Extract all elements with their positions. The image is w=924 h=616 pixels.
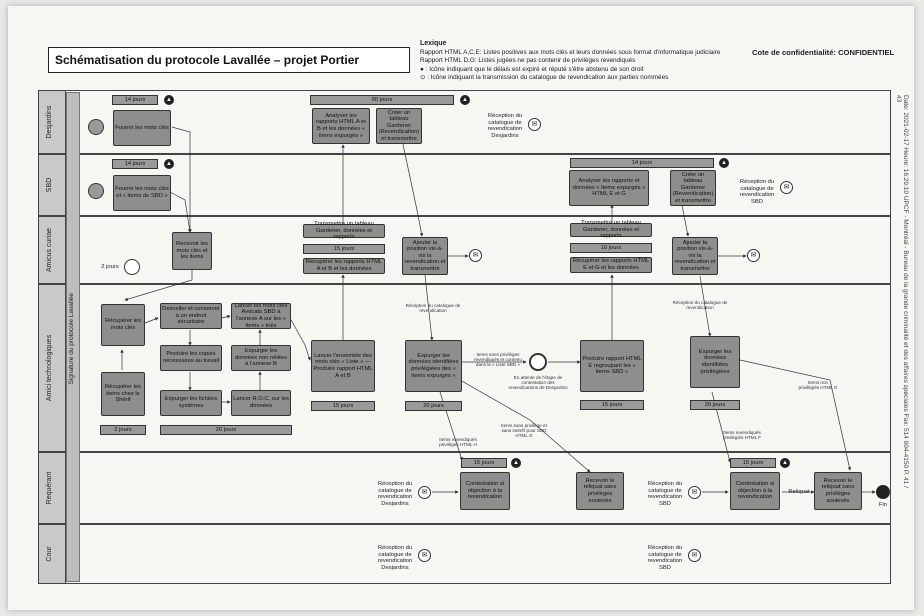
task-box: Recevoir les mots clés et les items xyxy=(172,232,212,270)
task-box: Produire rapport HTML E regroupant les « items SBD » xyxy=(580,340,644,392)
delay-label: 2 jours xyxy=(101,264,119,270)
task-box: Analyser les rapports et données « items expurgés » HTML E et G xyxy=(569,170,649,206)
reception-label: Réception du catalogue de revendication SBD xyxy=(647,545,683,571)
mail-icon: ✉ xyxy=(747,249,760,262)
delay-bar: 15 jours xyxy=(580,400,644,410)
task-box: Expurger les fichiers systèmes xyxy=(160,390,222,416)
delay-bar: 14 jours xyxy=(570,158,714,168)
legend-line-3-text: : Icône indiquant que le délais est expiré et réputé s'être abstenu de son droit xyxy=(425,65,644,73)
delay-bar: 15 jours xyxy=(730,458,776,468)
timer-icon xyxy=(124,259,140,275)
task-box: Transmettre un tableau Gardener, données et rapports xyxy=(570,223,652,237)
flow-note: Items revendiqués privilégiés HTML F xyxy=(722,430,762,441)
mail-icon: ✉ xyxy=(688,486,701,499)
reception-label: Réception du catalogue de revendication Desjardins xyxy=(377,481,413,507)
expired-icon: ▲ xyxy=(164,159,174,169)
arrow xyxy=(222,316,230,318)
mail-icon: ✉ xyxy=(780,181,793,194)
reception-label: Réception du catalogue de revendication SBD xyxy=(739,179,775,205)
task-box: Récupérer les rapports HTML E et G et les données xyxy=(570,257,652,273)
mail-icon: ✉ xyxy=(469,249,482,262)
flow-note: Reliquat xyxy=(788,489,810,495)
reception-label: Réception du catalogue de revendication SBD xyxy=(647,481,683,507)
reception-label: Réception du catalogue de revendication xyxy=(405,303,461,314)
expired-icon: ▲ xyxy=(511,458,521,468)
expired-icon: ▲ xyxy=(460,95,470,105)
flow-note: Items sans privilège et sans intérêt pour SBD HTML G xyxy=(501,423,547,439)
task-box: Ajouter la position vis-à-vis la revendication et transmettre xyxy=(402,237,448,275)
start-event xyxy=(88,183,104,199)
arrow xyxy=(400,130,422,236)
delay-bar: 10 jours xyxy=(570,243,652,253)
expired-icon: ▲ xyxy=(164,95,174,105)
transmit-icon: ⊙ xyxy=(420,74,426,82)
reception-label: Réception du catalogue de revendication xyxy=(672,300,728,311)
task-box: Lancer R.O.C. sur les données xyxy=(231,390,291,416)
delay-bar: 20 jours xyxy=(160,425,292,435)
task-box: Contestation si objection à la revendication xyxy=(460,472,510,510)
task-box: Créer un tableau Gardener (Revendication) et transmettre xyxy=(670,170,716,206)
legend-line-4-text: : Icône indiquant la transmission du catalogue de revendication aux parties nommées xyxy=(427,74,669,82)
lane-label: SBD xyxy=(46,177,53,193)
task-box: Transmettre un tableau Gardener, données et rapports xyxy=(303,224,385,238)
lane-label: Cour xyxy=(46,546,53,562)
start-event xyxy=(88,119,104,135)
task-box: Analyser les rapports HTML A et B et les données « items expurgés » xyxy=(312,108,370,144)
legend-line-2: Rapport HTML D,G: Listes jugées ne pas contenir de privilèges revendiqués xyxy=(420,57,636,65)
lane-label: Amicus curiae xyxy=(46,228,53,272)
flow-note: Items non privilégiés HTML G xyxy=(798,380,838,391)
database-icon xyxy=(529,353,547,371)
task-box: Produire les copies nécessaires au travail xyxy=(160,345,222,371)
task-box: Desceller et conserver à un endroit sécuritaire xyxy=(160,303,222,329)
expired-icon: ▲ xyxy=(719,158,729,168)
task-box: Recevoir le reliquat sans privilèges soulevés xyxy=(576,472,624,510)
lane-label: Amici technologiques xyxy=(46,334,53,402)
task-box: Expurger les données identifiées privilégiées des « items expurgés » xyxy=(405,340,462,392)
arrow xyxy=(740,360,850,470)
task-box: Fournir les mots clés xyxy=(113,110,171,146)
task-box: Expurger les données identifiées privilégiées xyxy=(690,336,740,388)
delay-bar: 15 jours xyxy=(303,244,385,254)
fax-header: Date: 2021-02-17 Heure: 16:29:10 UPCF - Montréal - Bureau de la grande criminalité et des affaires spéciales Fax: 514 904-4150 P. 41 / 43 xyxy=(895,95,909,488)
reception-label: Réception du catalogue de revendication Desjardins xyxy=(377,545,413,571)
task-box: Récupérer les rapports HTML A et B et les données xyxy=(303,258,385,274)
task-box: Lancer les mots clés Avocats SBD à l'annexe A sur les « items » triés xyxy=(231,303,291,329)
flow-note: Items revendiqués privilèges HTML H xyxy=(439,437,477,448)
mail-icon: ✉ xyxy=(528,118,541,131)
legend-heading: Lexique xyxy=(420,40,447,47)
task-box: Récupérer les mots clés xyxy=(101,304,145,346)
expired-icon: ▲ xyxy=(780,458,790,468)
arrow xyxy=(170,192,190,232)
delay-bar: 2 jours xyxy=(100,425,146,435)
delay-bar: 20 jours xyxy=(690,400,740,410)
delay-bar: 20 jours xyxy=(405,401,462,411)
confidentiality-label: Cote de confidentialité: CONFIDENTIEL xyxy=(752,48,895,57)
task-box: Contestation si objection à la revendication xyxy=(730,472,780,510)
mail-icon: ✉ xyxy=(418,486,431,499)
task-box: Récupérer les items chez le Shérif xyxy=(101,372,145,416)
delay-bar: 15 jours xyxy=(311,401,375,411)
arrow xyxy=(290,318,310,360)
delay-bar: 15 jours xyxy=(461,458,507,468)
diagram-title-text: Schématisation du protocole Lavallée – projet Portier xyxy=(55,53,360,67)
arrow xyxy=(145,318,158,323)
arrow xyxy=(125,270,192,300)
delay-bar: 14 jours xyxy=(112,95,158,105)
flow-note: En attente de l'étape de contestation des revendications de Desjardins xyxy=(508,375,568,391)
protocol-signature-text: Signature du protocole Lavallée xyxy=(68,293,75,385)
lane-label: Requérant xyxy=(46,471,53,505)
task-box: Créer un tableau Gardener (Revendication) et transmettre xyxy=(376,108,422,144)
mail-icon: ✉ xyxy=(418,549,431,562)
mail-icon: ✉ xyxy=(688,549,701,562)
reception-label: Réception du catalogue de revendication Desjardins xyxy=(487,113,523,139)
legend-line-1: Rapport HTML A,C,E: Listes positives aux mots clés et leurs données sous format d'informatique judiciaire xyxy=(420,48,721,56)
task-box: Lancer l'ensemble des mots clés « Liste » — Produire rapport HTML A et B xyxy=(311,340,375,392)
end-event xyxy=(876,485,890,499)
delay-bar: 60 jours xyxy=(310,95,454,105)
expired-icon: ● xyxy=(420,65,424,73)
flow-note: Items sans privilèges revendiqués et contenu dans la « Liste SBD » xyxy=(474,352,522,368)
task-box: Expurger les données non reliées à l'annexe B xyxy=(231,345,291,371)
task-box: Fournir les mots clés et « items de SBD » xyxy=(113,175,171,211)
task-box: Ajouter la position vis-à-vis la revendication et transmettre xyxy=(672,237,718,275)
end-label: Fin xyxy=(878,502,888,508)
delay-bar: 14 jours xyxy=(112,159,158,169)
lane-label: Desjardins xyxy=(46,105,53,139)
task-box: Recevoir le reliquat sans privilèges soulevés xyxy=(814,472,862,510)
